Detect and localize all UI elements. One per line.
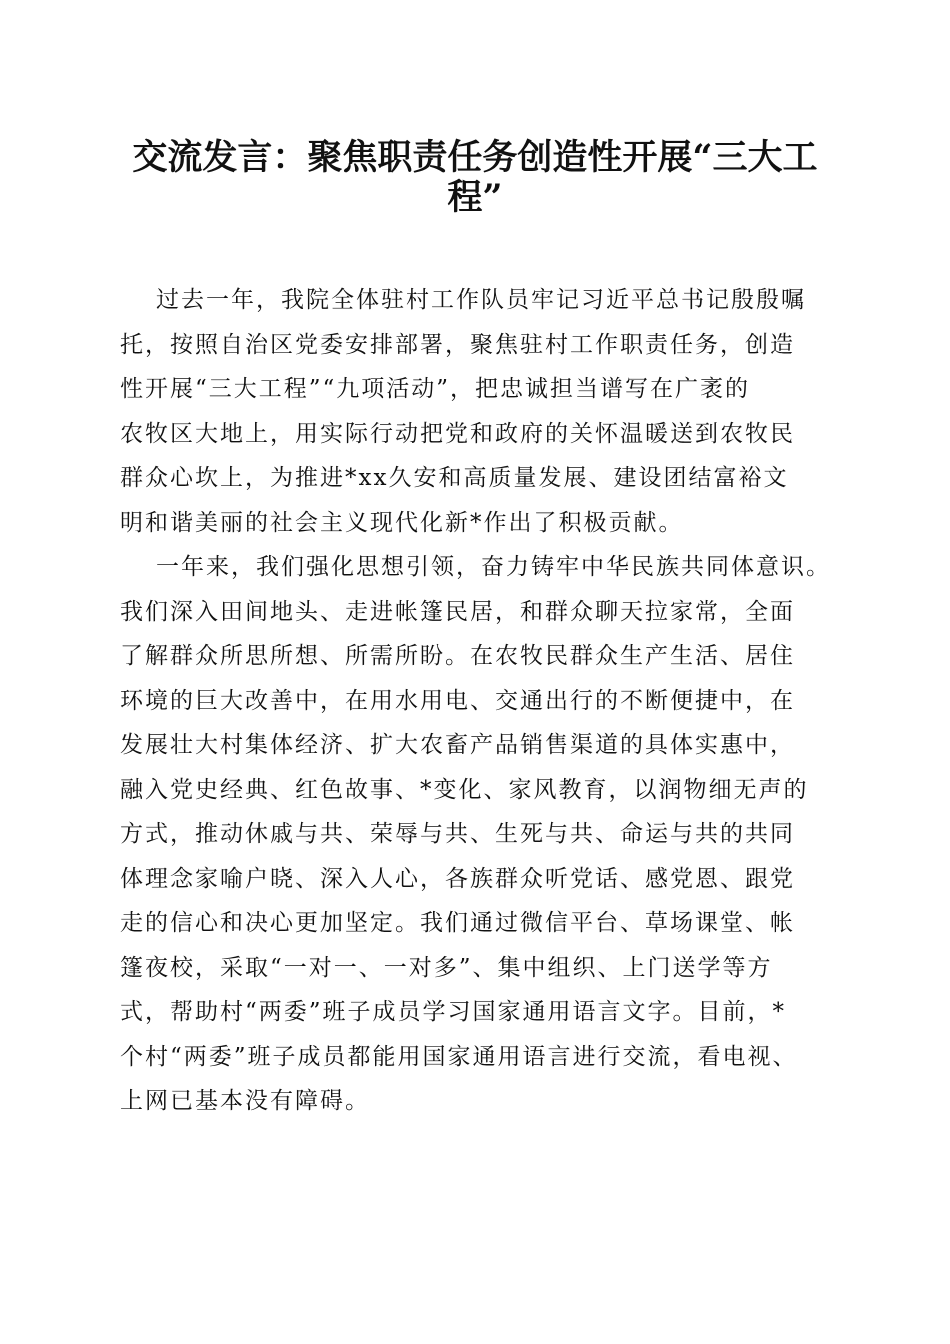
paragraph-line: 一年来，我们强化思想引领，奋力铸牢中华民族共同体意识。 <box>156 554 831 580</box>
paragraph-line: 上网已基本没有障碍。 <box>120 1088 370 1114</box>
paragraph-line: 发展壮大村集体经济、扩大农畜产品销售渠道的具体实惠中， <box>120 732 795 758</box>
document-title <box>110 138 840 218</box>
paragraph-line: 篷夜校，采取“一对一、一对多”、集中组织、上门送学等方 <box>120 954 773 981</box>
paragraph-line: 个村“两委”班子成员都能用国家通用语言进行交流，看电视、 <box>120 1043 798 1070</box>
document-body <box>120 278 840 1124</box>
title-line-1: 交流发言：聚焦职责任务创造性开展“三大工 <box>132 137 818 178</box>
paragraph-line: 环境的巨大改善中，在用水用电、交通出行的不断便捷中，在 <box>120 687 795 714</box>
paragraph-line: 走的信心和决心更加坚定。我们通过微信平台、草场课堂、帐 <box>120 910 795 936</box>
paragraph-1 <box>120 278 840 545</box>
paragraph-line: 过去一年，我院全体驻村工作队员牢记习近平总书记殷殷嘱 <box>156 287 806 313</box>
title-line-2: 程” <box>447 177 503 218</box>
paragraph-line: 式，帮助村“两委”班子成员学习国家通用语言文字。目前，* <box>120 999 787 1025</box>
paragraph-line: 群众心坎上，为推进*xx久安和高质量发展、建设团结富裕文 <box>120 465 789 491</box>
paragraph-line: 明和谐美丽的社会主义现代化新*作出了积极贡献。 <box>120 509 684 536</box>
paragraph-line: 我们深入田间地头、走进帐篷民居，和群众聊天拉家常，全面 <box>120 598 795 625</box>
paragraph-line: 性开展“三大工程”“九项活动”，把忠诚担当谱写在广袤的 <box>120 376 751 402</box>
paragraph-line: 融入党史经典、红色故事、*变化、家风教育，以润物细无声的 <box>120 776 809 803</box>
paragraph-line: 方式，推动休戚与共、荣辱与共、生死与共、命运与共的共同 <box>120 821 795 847</box>
paragraph-2 <box>120 545 840 1124</box>
paragraph-line: 了解群众所思所想、所需所盼。在农牧民群众生产生活、居住 <box>120 643 795 669</box>
paragraph-line: 体理念家喻户晓、深入人心，各族群众听党话、感党恩、跟党 <box>120 865 795 892</box>
paragraph-line: 农牧区大地上，用实际行动把党和政府的关怀温暖送到农牧民 <box>120 420 795 447</box>
paragraph-line: 托，按照自治区党委安排部署，聚焦驻村工作职责任务，创造 <box>120 331 795 358</box>
